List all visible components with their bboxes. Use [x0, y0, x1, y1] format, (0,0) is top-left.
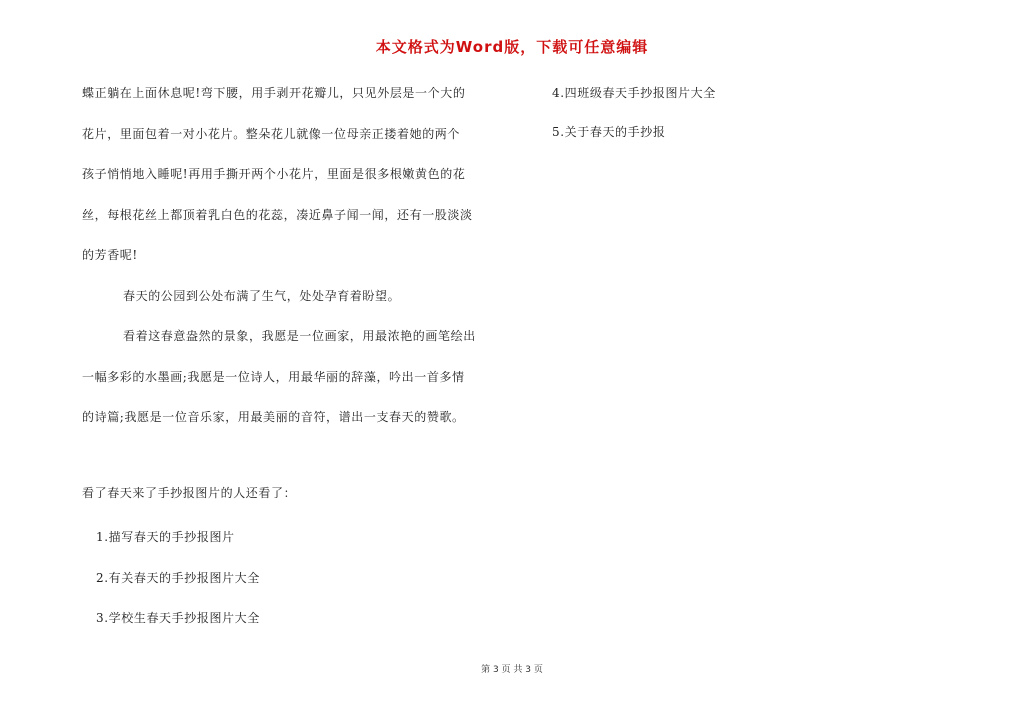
body-line: 的诗篇;我愿是一位音乐家，用最美丽的音符，谱出一支春天的赞歌。: [82, 410, 465, 424]
related-article-link[interactable]: 2.有关春天的手抄报图片大全: [96, 570, 260, 585]
paragraph-line: 春天的公园到公处布满了生气，处处孕育着盼望。: [123, 288, 401, 303]
word-format-banner: 本文格式为Word版，下载可任意编辑: [375, 38, 649, 56]
related-articles-list: [96, 528, 260, 650]
related-article-link[interactable]: 5.关于春天的手抄报: [552, 125, 666, 139]
related-articles-title: 看了春天来了手抄报图片的人还看了：: [82, 486, 297, 500]
page-number: 第 3 页 共 3 页: [481, 665, 543, 675]
related-article-link[interactable]: 4.四班级春天手抄报图片大全: [552, 86, 716, 100]
related-article-link[interactable]: 3.学校生春天手抄报图片大全: [96, 611, 260, 625]
related-article-link[interactable]: 1.描写春天的手抄报图片: [96, 530, 235, 544]
body-line: 蝶正躺在上面休息呢!弯下腰，用手剥开花瓣儿，只见外层是一个大的: [82, 86, 466, 100]
paragraph-line: 看着这春意盎然的景象，我愿是一位画家，用最浓艳的画笔绘出: [123, 329, 476, 343]
body-line: 丝，每根花丝上都顶着乳白色的花蕊，凑近鼻子闻一闻，还有一股淡淡: [82, 207, 473, 222]
related-articles-list-continued: [552, 84, 716, 162]
body-text: [82, 80, 502, 445]
body-line: 孩子悄悄地入睡呢!再用手撕开两个小花片，里面是很多根嫩黄色的花: [82, 167, 466, 181]
body-line: 花片，里面包着一对小花片。整朵花儿就像一位母亲正搂着她的两个: [82, 126, 461, 141]
body-line: 的芳香呢!: [82, 248, 138, 262]
body-line: 一幅多彩的水墨画;我愿是一位诗人，用最华丽的辞藻，吟出一首多情: [82, 369, 465, 384]
